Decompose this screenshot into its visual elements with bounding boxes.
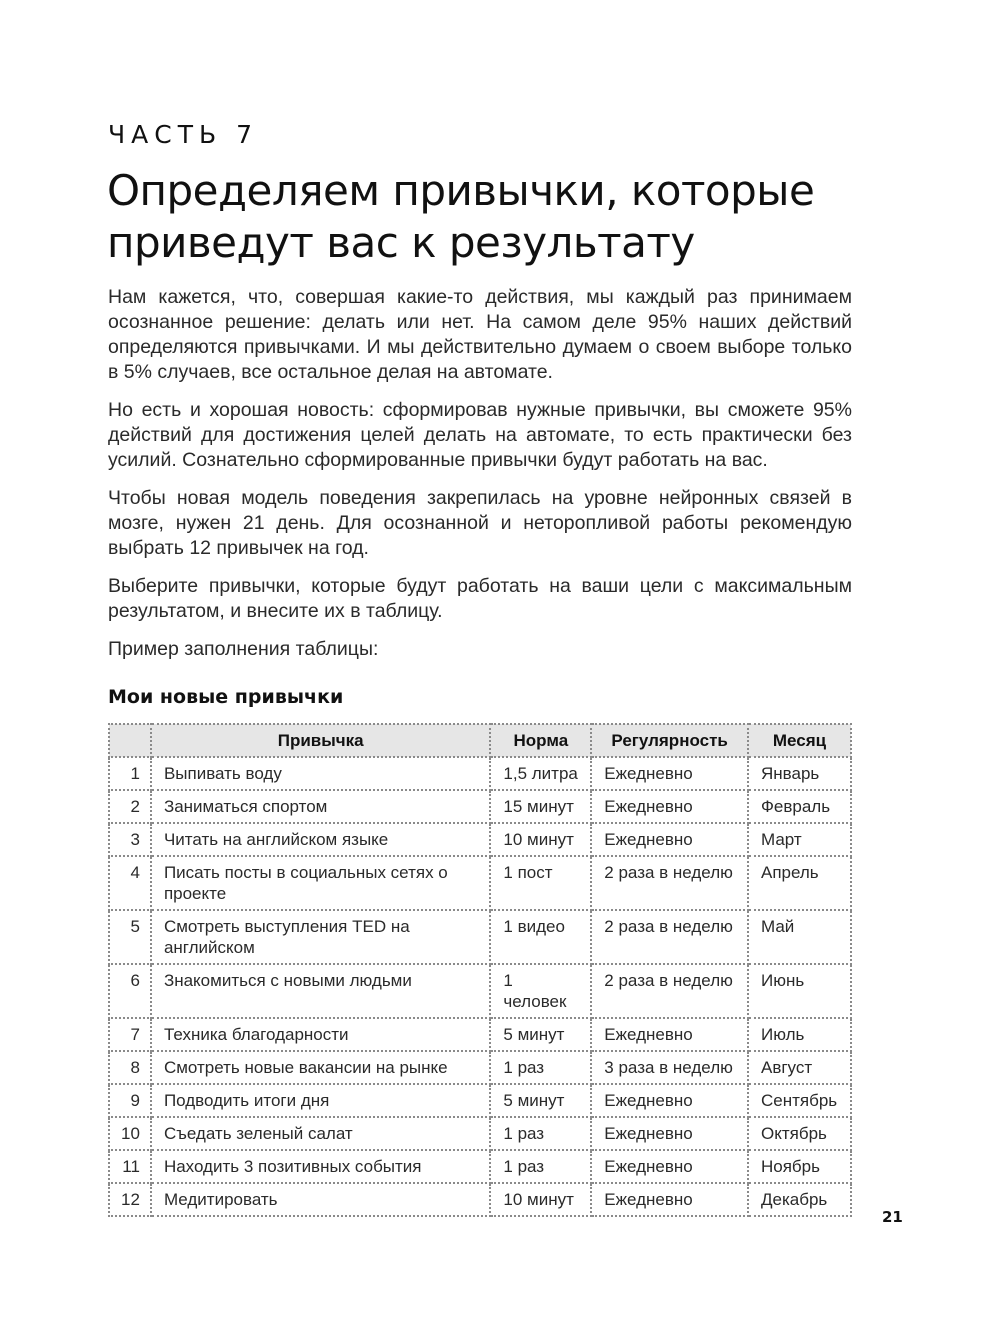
habit-cell: Смотреть новые вакансии на рынке [151, 1051, 490, 1084]
month-cell: Январь [748, 757, 851, 790]
habit-cell: Смотреть выступления TED на английском [151, 910, 490, 964]
month-cell: Ноябрь [748, 1150, 851, 1183]
table-row [109, 1117, 851, 1150]
paragraph: Пример заполнения таблицы: [108, 638, 379, 660]
norm-cell: 1 видео [490, 910, 591, 964]
month-cell: Апрель [748, 856, 851, 910]
habit-cell: Подводить итоги дня [151, 1084, 490, 1117]
part-label: ЧАСТЬ 7 [108, 120, 258, 149]
row-number: 7 [109, 1018, 151, 1051]
habit-cell: Выпивать воду [151, 757, 490, 790]
habit-cell: Писать посты в социальных сетях о проекте [151, 856, 490, 910]
paragraph: Чтобы новая модель поведения закрепилась на уровне нейронных связей в мозге, нужен 21 день. Для осознанной и неторопливой работы рекомендую выбрать 12 привычек на год. [108, 487, 852, 559]
month-cell: Декабрь [748, 1183, 851, 1216]
regularity-cell: Ежедневно [591, 790, 748, 823]
month-cell: Август [748, 1051, 851, 1084]
norm-cell: 1 человек [490, 964, 591, 1018]
habit-cell: Медитировать [151, 1183, 490, 1216]
norm-cell: 10 минут [490, 823, 591, 856]
month-cell: Март [748, 823, 851, 856]
habit-cell: Находить 3 позитивных события [151, 1150, 490, 1183]
table-row [109, 1183, 851, 1216]
habit-cell: Читать на английском языке [151, 823, 490, 856]
regularity-cell: 2 раза в неделю [591, 910, 748, 964]
habit-cell: Знакомиться с новыми людьми [151, 964, 490, 1018]
paragraph: Выберите привычки, которые будут работать на ваши цели с максимальным результатом, и внесите их в таблицу. [108, 575, 852, 622]
habit-cell: Заниматься спортом [151, 790, 490, 823]
header-habit: Привычка [151, 724, 490, 757]
norm-cell: 1,5 литра [490, 757, 591, 790]
month-cell: Февраль [748, 790, 851, 823]
row-number: 5 [109, 910, 151, 964]
regularity-cell: 2 раза в неделю [591, 856, 748, 910]
table-row [109, 910, 851, 964]
month-cell: Июль [748, 1018, 851, 1051]
regularity-cell: Ежедневно [591, 823, 748, 856]
table-row [109, 1150, 851, 1183]
table-title: Мои новые привычки [108, 686, 344, 708]
paragraph: Нам кажется, что, совершая какие-то действия, мы каждый раз принимаем осознанное решение: делать или нет. На самом деле 95% наших действий определяются привычками. И мы действительно думаем о своем выборе только в 5% случаев, все остальное делая на автомате. [108, 286, 852, 383]
norm-cell: 5 минут [490, 1084, 591, 1117]
month-cell: Май [748, 910, 851, 964]
row-number: 3 [109, 823, 151, 856]
habit-cell: Съедать зеленый салат [151, 1117, 490, 1150]
norm-cell: 5 минут [490, 1018, 591, 1051]
table-row [109, 757, 851, 790]
habits-table [108, 723, 852, 1217]
row-number: 10 [109, 1117, 151, 1150]
norm-cell: 10 минут [490, 1183, 591, 1216]
page-number: 21 [882, 1208, 903, 1226]
row-number: 11 [109, 1150, 151, 1183]
regularity-cell: Ежедневно [591, 1117, 748, 1150]
page-title: Определяем привычки, которые приведут вас к результату [107, 166, 815, 267]
row-number: 12 [109, 1183, 151, 1216]
table-row [109, 1051, 851, 1084]
habit-cell: Техника благодарности [151, 1018, 490, 1051]
header-number [109, 724, 151, 757]
row-number: 1 [109, 757, 151, 790]
norm-cell: 1 раз [490, 1150, 591, 1183]
regularity-cell: Ежедневно [591, 1150, 748, 1183]
row-number: 9 [109, 1084, 151, 1117]
table-row [109, 790, 851, 823]
table-row [109, 964, 851, 1018]
month-cell: Октябрь [748, 1117, 851, 1150]
regularity-cell: 3 раза в неделю [591, 1051, 748, 1084]
regularity-cell: Ежедневно [591, 1018, 748, 1051]
month-cell: Июнь [748, 964, 851, 1018]
norm-cell: 1 раз [490, 1051, 591, 1084]
header-regularity: Регулярность [591, 724, 748, 757]
regularity-cell: Ежедневно [591, 757, 748, 790]
body-text [108, 285, 852, 675]
row-number: 8 [109, 1051, 151, 1084]
regularity-cell: Ежедневно [591, 1183, 748, 1216]
table-row [109, 1018, 851, 1051]
table-body [109, 757, 851, 1216]
row-number: 6 [109, 964, 151, 1018]
header-norm: Норма [490, 724, 591, 757]
norm-cell: 1 раз [490, 1117, 591, 1150]
header-month: Месяц [748, 724, 851, 757]
norm-cell: 15 минут [490, 790, 591, 823]
table-row [109, 856, 851, 910]
regularity-cell: Ежедневно [591, 1084, 748, 1117]
paragraph: Но есть и хорошая новость: сформировав нужные привычки, вы сможете 95% действий для достижения целей делать на автомате, то есть практически без усилий. Сознательно сформированные привычки будут работать на вас. [108, 399, 852, 471]
month-cell: Сентябрь [748, 1084, 851, 1117]
table-row [109, 823, 851, 856]
row-number: 2 [109, 790, 151, 823]
regularity-cell: 2 раза в неделю [591, 964, 748, 1018]
norm-cell: 1 пост [490, 856, 591, 910]
row-number: 4 [109, 856, 151, 910]
table-header-row [109, 724, 851, 757]
table-row [109, 1084, 851, 1117]
